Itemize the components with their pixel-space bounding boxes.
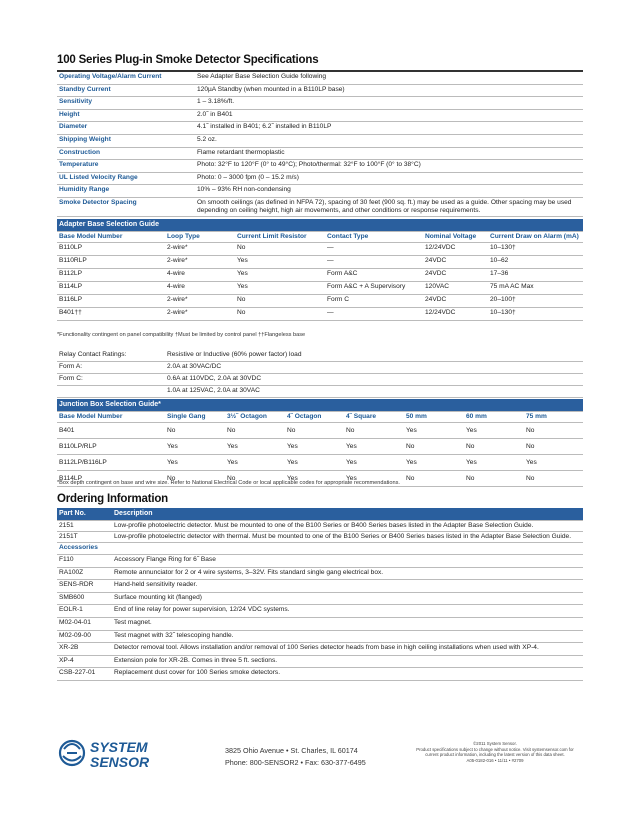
spec-value: 4.1˝ installed in B401; 6.2˝ installed in B110LP [195, 122, 583, 135]
adapter-cell: No [235, 243, 325, 256]
ordering-header-row [57, 508, 583, 521]
part-number: F110 [57, 555, 112, 568]
ordering-header-cell: Description [112, 508, 583, 521]
part-number: RA100Z [57, 567, 112, 580]
adapter-cell: 2-wire* [165, 243, 235, 256]
adapter-cell: 4-wire [165, 282, 235, 295]
footer-address-block [225, 745, 366, 769]
spec-row [57, 84, 583, 97]
adapter-cell: 10–130† [488, 243, 583, 256]
relay-row [57, 374, 583, 386]
spec-label: UL Listed Velocity Range [57, 172, 195, 185]
adapter-cell: Form A&C [325, 269, 423, 282]
footer-copyright: ©2011 System Sensor. [473, 741, 517, 746]
junction-cell: Yes [165, 439, 225, 455]
junction-cell: No [225, 471, 285, 487]
junction-cell: Yes [464, 455, 524, 471]
part-description: Replacement dust cover for 100 Series smoke detectors. [112, 668, 583, 681]
adapter-cell: 120VAC [423, 282, 488, 295]
junction-row [57, 423, 583, 439]
relay-row [57, 362, 583, 374]
relay-cell: 0.6A at 110VDC, 2.0A at 30VDC [165, 374, 583, 386]
part-description: Test magnet with 32˝ telescoping handle. [112, 630, 583, 643]
adapter-row [57, 256, 583, 269]
junction-header-cell: 50 mm [404, 412, 464, 423]
ordering-title: Ordering Information [57, 493, 169, 505]
accessory-row [57, 580, 583, 593]
adapter-cell: B116LP [57, 295, 165, 308]
junction-cell: Yes [344, 455, 404, 471]
accessory-row [57, 605, 583, 618]
junction-cell: Yes [404, 455, 464, 471]
adapter-cell: B110RLP [57, 256, 165, 269]
spec-label: Humidity Range [57, 185, 195, 198]
junction-cell: B112LP/B116LP [57, 455, 165, 471]
junction-cell: Yes [285, 471, 344, 487]
junction-cell: Yes [524, 455, 583, 471]
system-sensor-logo [58, 735, 188, 775]
adapter-base-table [57, 219, 583, 321]
adapter-header-cell: Loop Type [165, 232, 235, 243]
adapter-row [57, 295, 583, 308]
adapter-cell: 4-wire [165, 269, 235, 282]
junction-cell: No [165, 471, 225, 487]
part-description: Detector removal tool. Allows installation and/or removal of 100 Series detector heads from base in high ceiling installations when used with XP-4. [112, 643, 583, 656]
spec-row [57, 147, 583, 160]
adapter-cell: B114LP [57, 282, 165, 295]
part-description: Remote annunciator for 2 or 4 wire systems, 3–32V. Fits standard single gang electrical box. [112, 567, 583, 580]
spec-value: Photo: 0 – 3000 fpm (0 – 15.2 m/s) [195, 172, 583, 185]
adapter-cell: Yes [235, 256, 325, 269]
adapter-cell: 10–62 [488, 256, 583, 269]
accessory-row [57, 630, 583, 643]
junction-header-cell: 4˝ Square [344, 412, 404, 423]
junction-row [57, 455, 583, 471]
spec-title: 100 Series Plug-in Smoke Detector Specifications [57, 54, 319, 66]
adapter-header-cell: Current Limit Resistor [235, 232, 325, 243]
spec-label: Smoke Detector Spacing [57, 197, 195, 216]
spec-value: Flame retardant thermoplastic [195, 147, 583, 160]
svg-text:SYSTEM: SYSTEM [90, 739, 148, 755]
junction-cell: B114LP [57, 471, 165, 487]
junction-cell: No [285, 423, 344, 439]
adapter-header-row [57, 232, 583, 243]
part-description: Hand-held sensitivity reader. [112, 580, 583, 593]
part-number: CSB-227-01 [57, 668, 112, 681]
adapter-cell: Form A&C + A Supervisory [325, 282, 423, 295]
footer-disclaimer: Product specifications subject to change without notice. Visit systemsensor.com for current product information, including the latest version of this data sheet. [416, 746, 574, 758]
spec-row [57, 172, 583, 185]
adapter-cell: No [235, 308, 325, 321]
adapter-cell: 75 mA AC Max [488, 282, 583, 295]
accessory-row [57, 592, 583, 605]
accessory-row [57, 567, 583, 580]
junction-cell: No [524, 471, 583, 487]
adapter-cell: 2-wire* [165, 308, 235, 321]
adapter-cell: 12/24VDC [423, 243, 488, 256]
accessory-row [57, 655, 583, 668]
junction-cell: Yes [285, 439, 344, 455]
relay-cell: Form C: [57, 374, 165, 386]
relay-cell: Relay Contact Ratings: [57, 350, 165, 362]
adapter-cell: 2-wire* [165, 256, 235, 269]
junction-cell: No [524, 423, 583, 439]
junction-cell: Yes [404, 423, 464, 439]
junction-note: *Box depth contingent on base and wire size. Refer to National Electrical Code or local applicable codes for appropriate recommendations. [57, 480, 400, 486]
junction-title: Junction Box Selection Guide* [57, 399, 583, 412]
junction-header-row [57, 412, 583, 423]
adapter-cell: B110LP [57, 243, 165, 256]
part-description: Test magnet. [112, 617, 583, 630]
spec-label: Height [57, 109, 195, 122]
junction-cell: B401 [57, 423, 165, 439]
ordering-header-cell: Part No. [57, 508, 112, 521]
adapter-cell: 24VDC [423, 269, 488, 282]
spec-row [57, 72, 583, 84]
part-description: Extension pole for XR-2B. Comes in three 5 ft. sections. [112, 655, 583, 668]
accessories-label: Accessories [57, 543, 583, 555]
spec-row [57, 97, 583, 110]
adapter-row [57, 243, 583, 256]
part-number: XR-2B [57, 643, 112, 656]
junction-cell: Yes [344, 439, 404, 455]
junction-cell: No [404, 471, 464, 487]
adapter-row [57, 308, 583, 321]
relay-table [57, 350, 583, 398]
junction-cell: No [165, 423, 225, 439]
part-number: SENS-RDR [57, 580, 112, 593]
junction-header-cell: 75 mm [524, 412, 583, 423]
junction-header-cell: 3½˝ Octagon [225, 412, 285, 423]
part-number: 2151T [57, 532, 112, 543]
adapter-header-cell: Nominal Voltage [423, 232, 488, 243]
spec-row [57, 122, 583, 135]
relay-row [57, 350, 583, 362]
spec-label: Temperature [57, 160, 195, 173]
spec-label: Standby Current [57, 84, 195, 97]
adapter-cell: — [325, 256, 423, 269]
ordering-row [57, 532, 583, 543]
svg-text:SENSOR: SENSOR [90, 754, 150, 770]
spec-label: Sensitivity [57, 97, 195, 110]
junction-cell: Yes [165, 455, 225, 471]
accessory-row [57, 555, 583, 568]
part-number: M02-04-01 [57, 617, 112, 630]
adapter-cell: 20–100† [488, 295, 583, 308]
junction-cell: No [464, 471, 524, 487]
adapter-cell: 10–130† [488, 308, 583, 321]
part-number: M02-09-00 [57, 630, 112, 643]
relay-cell: 2.0A at 30VAC/DC [165, 362, 583, 374]
relay-cell: 1.0A at 125VAC, 2.0A at 30VAC [165, 386, 583, 398]
spec-value: 2.0˝ in B401 [195, 109, 583, 122]
ordering-table [57, 508, 583, 681]
junction-cell: No [344, 423, 404, 439]
adapter-cell: 24VDC [423, 295, 488, 308]
part-description: Surface mounting kit (flanged) [112, 592, 583, 605]
junction-cell: No [524, 439, 583, 455]
junction-row [57, 439, 583, 455]
junction-header-cell: Single Gang [165, 412, 225, 423]
junction-cell: Yes [225, 455, 285, 471]
spec-label: Construction [57, 147, 195, 160]
spec-value: 1 – 3.18%/ft. [195, 97, 583, 110]
ordering-row [57, 521, 583, 532]
spec-row [57, 160, 583, 173]
relay-cell: Form A: [57, 362, 165, 374]
junction-header-cell: 4˝ Octagon [285, 412, 344, 423]
spec-row [57, 185, 583, 198]
relay-row [57, 386, 583, 398]
spec-value: On smooth ceilings (as defined in NFPA 72), spacing of 30 feet (900 sq. ft.) may be used as a guide. Other spacing may be used depending on ceiling height, high air movements, and other conditions or response requirements. [195, 197, 583, 216]
part-description: End of line relay for power supervision, 12/24 VDC systems. [112, 605, 583, 618]
spec-row [57, 134, 583, 147]
junction-box-table [57, 399, 583, 487]
spec-label: Operating Voltage/Alarm Current [57, 72, 195, 84]
part-number: EOLR-1 [57, 605, 112, 618]
adapter-cell: B112LP [57, 269, 165, 282]
junction-header-cell: 60 mm [464, 412, 524, 423]
footer-copyright-block [410, 741, 580, 763]
adapter-row [57, 269, 583, 282]
adapter-cell: 12/24VDC [423, 308, 488, 321]
spec-label: Shipping Weight [57, 134, 195, 147]
relay-cell [57, 386, 165, 398]
footer-code: A05-0182-016 • 11/11 • #2709 [466, 757, 524, 763]
adapter-cell: Yes [235, 269, 325, 282]
adapter-cell: B401†† [57, 308, 165, 321]
spec-row [57, 197, 583, 216]
adapter-cell: — [325, 308, 423, 321]
footer-address: 3825 Ohio Avenue • St. Charles, IL 60174 [225, 746, 358, 755]
part-description: Low-profile photoelectric detector with thermal. Must be mounted to one of the B100 Series or B400 Series bases listed in the Adapter Base Selection Guide. [112, 532, 583, 543]
part-description: Low-profile photoelectric detector. Must be mounted to one of the B100 Series or B400 Series bases listed in the Adapter Base Selection Guide. [112, 521, 583, 532]
footer-phone: Phone: 800-SENSOR2 • Fax: 630-377-6495 [225, 758, 366, 767]
junction-cell: Yes [464, 423, 524, 439]
junction-cell: No [464, 439, 524, 455]
junction-cell: Yes [285, 455, 344, 471]
adapter-row [57, 282, 583, 295]
spec-label: Diameter [57, 122, 195, 135]
junction-cell: Yes [344, 471, 404, 487]
adapter-cell: — [325, 243, 423, 256]
adapter-cell: 2-wire* [165, 295, 235, 308]
adapter-cell: No [235, 295, 325, 308]
adapter-cell: Form C [325, 295, 423, 308]
accessory-row [57, 643, 583, 656]
junction-cell: No [225, 423, 285, 439]
spec-value: 120µA Standby (when mounted in a B110LP base) [195, 84, 583, 97]
spec-value: 5.2 oz. [195, 134, 583, 147]
part-number: 2151 [57, 521, 112, 532]
adapter-header-cell: Contact Type [325, 232, 423, 243]
adapter-note: *Functionality contingent on panel compatibility †Must be limited by control panel ††Flangeless base [57, 332, 306, 338]
spec-value: 10% – 93% RH non-condensing [195, 185, 583, 198]
part-number: SMB600 [57, 592, 112, 605]
adapter-title: Adapter Base Selection Guide [57, 219, 583, 232]
part-description: Accessory Flange Ring for 6˝ Base [112, 555, 583, 568]
adapter-header-cell: Current Draw on Alarm (mA) [488, 232, 583, 243]
spec-value: See Adapter Base Selection Guide following [195, 72, 583, 84]
adapter-cell: Yes [235, 282, 325, 295]
adapter-cell: 17–36 [488, 269, 583, 282]
spec-table [57, 72, 583, 217]
spec-row [57, 109, 583, 122]
relay-cell: Resistive or Inductive (60% power factor) load [165, 350, 583, 362]
junction-cell: No [404, 439, 464, 455]
junction-header-cell: Base Model Number [57, 412, 165, 423]
accessory-row [57, 617, 583, 630]
spec-value: Photo: 32°F to 120°F (0° to 49°C); Photo/thermal: 32°F to 100°F (0° to 38°C) [195, 160, 583, 173]
part-number: XP-4 [57, 655, 112, 668]
accessory-row [57, 668, 583, 681]
adapter-cell: 24VDC [423, 256, 488, 269]
junction-cell: B110LP/RLP [57, 439, 165, 455]
junction-cell: Yes [225, 439, 285, 455]
adapter-header-cell: Base Model Number [57, 232, 165, 243]
